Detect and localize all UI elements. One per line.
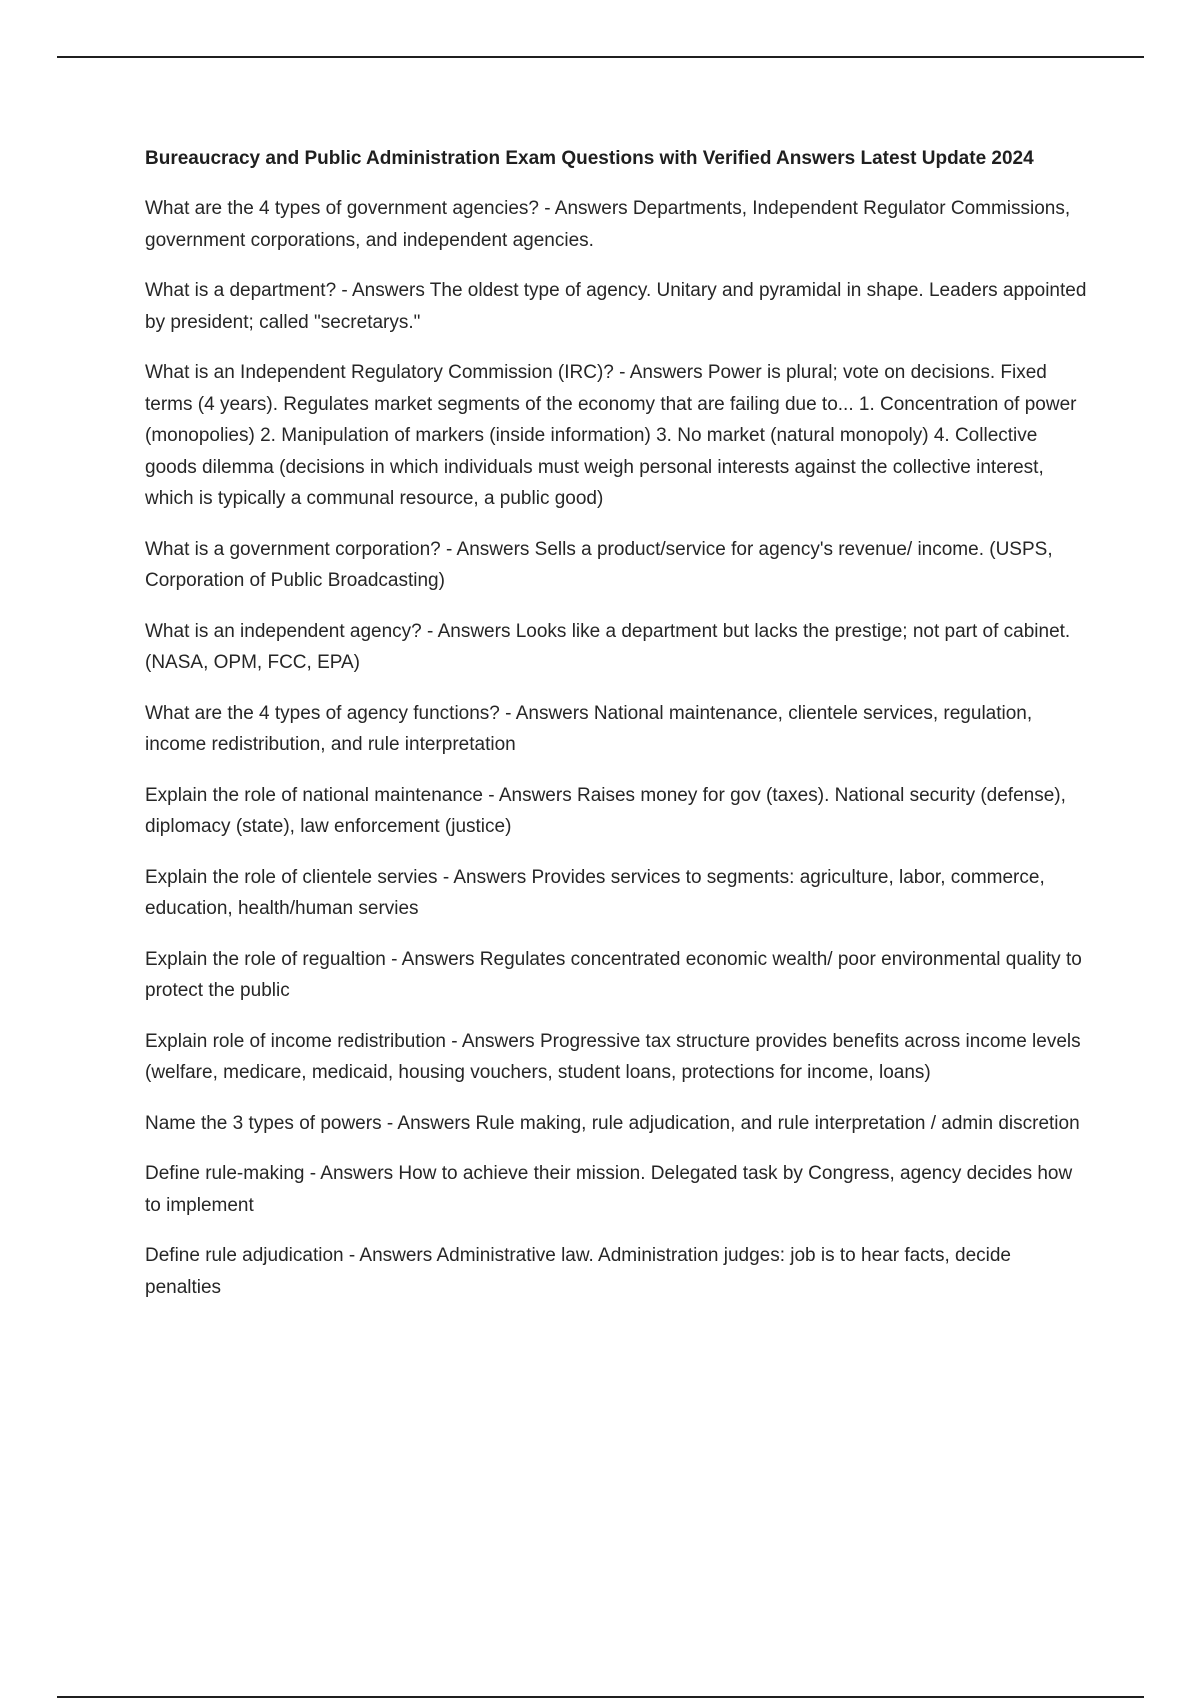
qa-item: Name the 3 types of powers - Answers Rule making, rule adjudication, and rule interpretation / admin discretion xyxy=(145,1112,1080,1134)
document-title: Bureaucracy and Public Administration Exam Questions with Verified Answers Latest Update 2024 xyxy=(145,148,1034,169)
qa-item: What is a government corporation? - Answers Sells a product/service for agency's revenue/ income. (USPS, Corporation of Public Broadcasting) xyxy=(145,538,1053,591)
qa-item: What are the 4 types of government agencies? - Answers Departments, Independent Regulator Commissions, government corporations, and independent agencies. xyxy=(145,198,1071,251)
qa-item: Explain the role of national maintenance - Answers Raises money for gov (taxes). National security (defense), diplomacy (state), law enforcement (justice) xyxy=(145,784,1066,837)
qa-item: Explain the role of regualtion - Answers Regulates concentrated economic wealth/ poor environmental quality to protect the public xyxy=(145,948,1082,1001)
qa-item: Explain role of income redistribution - Answers Progressive tax structure provides benefits across income levels (welfare, medicare, medicaid, housing vouchers, student loans, protections for income, loans) xyxy=(145,1030,1081,1083)
header-divider xyxy=(57,56,1144,58)
footer-divider xyxy=(57,1696,1144,1698)
document-body xyxy=(145,145,1090,1322)
qa-item: What is an independent agency? - Answers Looks like a department but lacks the prestige; not part of cabinet. (NASA, OPM, FCC, EPA) xyxy=(145,620,1071,673)
qa-item: Explain the role of clientele servies - Answers Provides services to segments: agriculture, labor, commerce, education, health/human servies xyxy=(145,866,1045,919)
qa-item: What are the 4 types of agency functions? - Answers National maintenance, clientele services, regulation, income redistribution, and rule interpretation xyxy=(145,702,1033,755)
qa-item: Define rule adjudication - Answers Administrative law. Administration judges: job is to hear facts, decide penalties xyxy=(145,1245,1012,1298)
qa-item: What is a department? - Answers The oldest type of agency. Unitary and pyramidal in shape. Leaders appointed by president; called "secretarys." xyxy=(145,280,1087,333)
qa-item: What is an Independent Regulatory Commission (IRC)? - Answers Power is plural; vote on decisions. Fixed terms (4 years). Regulates market segments of the economy that are failing due to... 1. Concentration of power (monopolies) 2. Manipulation of markers (inside information) 3. No market (natural monopoly) 4. Collective goods dilemma (decisions in which individuals must weigh personal interests against the collective interest, which is typically a communal resource, a public good) xyxy=(145,362,1077,509)
qa-item: Define rule-making - Answers How to achieve their mission. Delegated task by Congress, agency decides how to implement xyxy=(145,1163,1073,1216)
